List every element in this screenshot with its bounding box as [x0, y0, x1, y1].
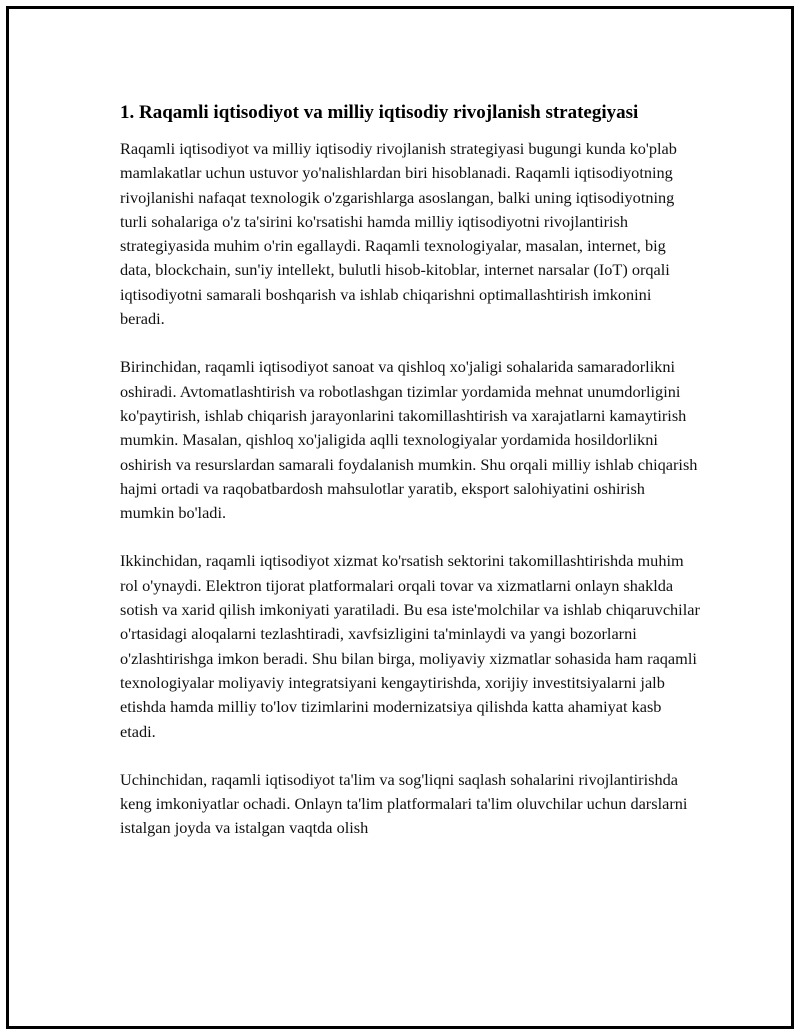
paragraph-second: Ikkinchidan, raqamli iqtisodiyot xizmat ko'rsatish sektorini takomillashtirishda muhim rol o'ynaydi. Elektron tijorat platformalari orqali tovar va xizmatlarni onlayn shaklda sotish va xarid qilish imkoniyati yaratiladi. Bu esa iste'molchilar va ishlab chiqaruvchilar o'rtasidagi aloqalarni tezlashtiradi, xavfsizligini ta'minlaydi va yangi bozorlarni o'zlashtirishga imkon beradi. Shu bilan birga, moliyaviy xizmatlar sohasida ham raqamli texnologiyalar moliyaviy integratsiyani kengaytirishda, xorijiy investitsiyalarni jalb etishda hamda milliy to'lov tizimlarini modernizatsiya qilishda katta ahamiyat kasb etadi.	[120, 551, 700, 741]
paragraph-intro: Raqamli iqtisodiyot va milliy iqtisodiy rivojlanish strategiyasi bugungi kunda ko'plab mamlakatlar uchun ustuvor yo'nalishlardan biri hisoblanadi. Raqamli iqtisodiyotning rivojlanishi nafaqat texnologik o'zgarishlarga asoslangan, balki uning iqtisodiyotning turli sohalariga o'z ta'sirini ko'rsatishi hamda milliy iqtisodiyotni rivojlantirish strategiyasida muhim o'rin egallaydi. Raqamli texnologiyalar, masalan, internet, big data, blockchain, sun'iy intellekt, bulutli hisob-kitoblar, internet narsalar (IoT) orqali iqtisodiyotni samarali boshqarish va ishlab chiqarishni optimallashtirish imkonini beradi.	[120, 139, 677, 329]
section-heading: 1. Raqamli iqtisodiyot va milliy iqtisodiy rivojlanish strategiyasi	[120, 102, 639, 123]
paragraph-first: Birinchidan, raqamli iqtisodiyot sanoat va qishloq xo'jaligi sohalarida samaradorlikni oshiradi. Avtomatlashtirish va robotlashgan tizimlar yordamida mehnat unumdorligini ko'paytirish, ishlab chiqarish jarayonlarini takomillashtirish va xarajatlarni kamaytirish mumkin. Masalan, qishloq xo'jaligida aqlli texnologiyalar yordamida hosildorlikni oshirish va resurslardan samarali foydalanish mumkin. Shu orqali milliy ishlab chiqarish hajmi ortadi va raqobatbardosh mahsulotlar yaratib, eksport salohiyatini oshirish mumkin bo'ladi.	[120, 357, 698, 523]
paragraph-third: Uchinchidan, raqamli iqtisodiyot ta'lim va sog'liqni saqlash sohalarini rivojlantirishda keng imkoniyatlar ochadi. Onlayn ta'lim platformalari ta'lim oluvchilar uchun darslarni istalgan joyda va istalgan vaqtda olish	[120, 769, 688, 838]
page-frame	[6, 6, 794, 1029]
document-body	[120, 99, 700, 865]
